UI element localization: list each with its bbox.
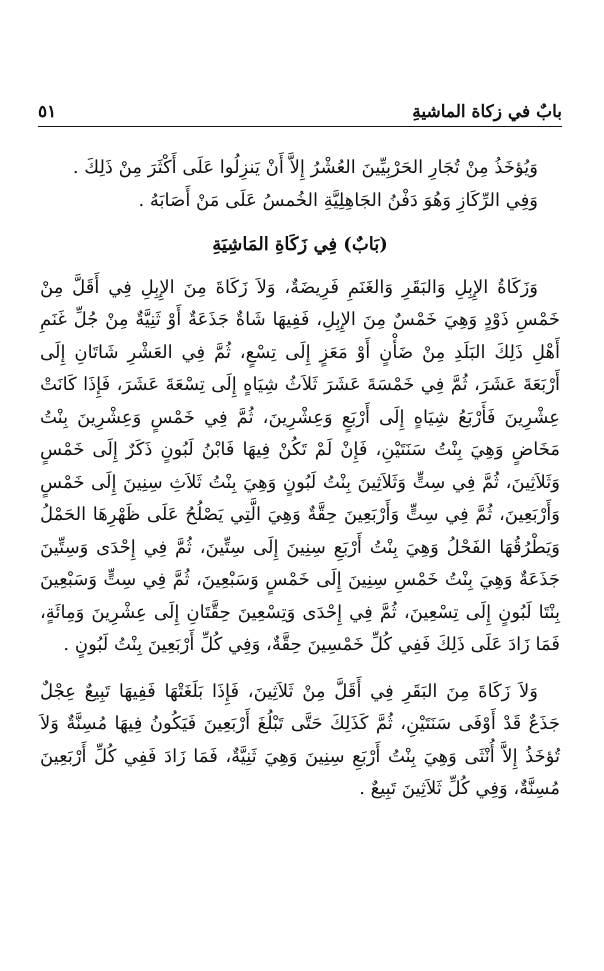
- paragraph-rikaz: وَفِي الرِّكَازِ وَهُوَ دَفْنُ الجَاهِلِيَّةِ الخُمسُ عَلَى مَنْ أَصَابَهُ .: [138, 189, 538, 211]
- paragraph-traders-tithe: وَيُؤخَذُ مِنْ تُجَارِ الحَرْبِيِّينَ العُشْرُ إِلاَّ أَنْ يَنزِلُوا عَلَى أَكْثَرَ مِنْ ذَلِكَ .: [72, 157, 538, 178]
- paragraph-cattle-zakat: وَلاَ زَكَاةَ مِنَ البَقَرِ فِي أَقَلَّ مِنْ ثَلاَثِينَ، فَإِذَا بَلَغَتْهَا فَفِيهَا تَبِيعٌ عِجْلٌ جَذَعٌ قَدْ أَوْفَى سَنَتَيْنِ، ثُمَّ كَذَلِكَ حَتَّى تَبْلُغَ أَرْبَعِينَ فَيَكُونُ فِيهَا مُسِنَّةٌ وَلاَ تُؤخَذُ إِلاَّ أُنْثَى وَهِيَ بِنْتُ أَرْبَعِ سِنِينَ وَهِيَ ثَنِيَّةٌ، فَمَا زَادَ فَفِي كُلِّ أَرْبَعِينَ مُسِنَّةٌ، وَفِي كُلِّ ثَلاَثِينَ تَبِيعٌ .: [40, 680, 560, 799]
- section-heading: (بَابٌ) فِي زَكَاةِ المَاشِيَةِ: [212, 234, 388, 255]
- page-header: [38, 96, 562, 127]
- paragraph-camel-zakat: وَزَكَاةُ الإِبِلِ وَالبَقَرِ وَالغَنَمِ فَرِيضَةٌ، وَلاَ زَكَاةَ مِنَ الإِبِلِ فِي أَقَلَّ مِنْ خَمْسِ ذَوْدٍ وَهِيَ خَمْسٌ مِنَ الإِبِلِ، فَفِيهَا شَاةٌ جَذَعَةٌ أَوْ ثَنِيَّةٌ مِنْ جُلِّ غَنَمِ أَهْلِ ذَلِكَ البَلَدِ مِنْ ضَأْنٍ أَوْ مَعَزٍ إِلَى تِسْعٍ، ثُمَّ فِي العَشْرِ شَاتَانِ إِلَى أَرْبَعَةَ عَشَرَ، ثُمَّ فِي خَمْسَةَ عَشَرَ ثَلاَثُ شِيَاهٍ إِلَى تِسْعَةَ عَشَرَ، فَإِذَا كَانَتْ عِشْرِينَ فَأَرْبَعُ شِيَاهٍ إِلَى أَرْبَعٍ وَعِشْرِينَ، ثُمَّ فِي خَمْسٍ وَعِشْرِينَ بِنْتُ مَخَاضٍ وَهِيَ بِنْتُ سَنَتَيْنِ، فَإِنْ لَمْ تَكُنْ فِيهَا فَابْنُ لَبُونٍ ذَكَرٌ إِلَى خَمْسٍ وَثَلاَثِينَ، ثُمَّ فِي سِتٍّ وَثَلاَثِينَ بِنْتُ لَبُونٍ وَهِيَ بِنْتُ ثَلاَثِ سِنِينَ إِلَى خَمْسٍ وَأَرْبَعِينَ، ثُمَّ فِي سِتٍّ وَأَرْبَعِينَ حِقَّةٌ وَهِيَ الَّتِي يَصْلُحُ عَلَى ظَهْرِهَا الحَمْلُ وَيَطْرُقُهَا الفَحْلُ وَهِيَ بِنْتُ أَرْبَعِ سِنِينَ إِلَى سِتِّينَ، ثُمَّ فِي إِحْدَى وَسِتِّينَ جَذَعَةٌ وَهِيَ بِنْتُ خَمْسِ سِنِينَ إِلَى خَمْسٍ وَسَبْعِينَ، ثُمَّ فِي سِتٍّ وَسَبْعِينَ بِنْتَا لَبُونٍ إِلَى تِسْعِينَ، ثُمَّ فِي إِحْدَى وَتِسْعِينَ حِقَّتَانِ إِلَى عِشْرِينَ وَمِائَةٍ، فَمَا زَادَ عَلَى ذَلِكَ فَفِي كُلِّ خَمْسِينَ حِقَّةٌ، وَفِي كُلِّ أَرْبَعِينَ بِنْتُ لَبُونٍ .: [40, 276, 560, 655]
- page-body: [40, 152, 560, 806]
- running-title: بابٌ في زكاة الماشيةِ: [412, 102, 562, 122]
- page-number: ٥١: [38, 102, 57, 122]
